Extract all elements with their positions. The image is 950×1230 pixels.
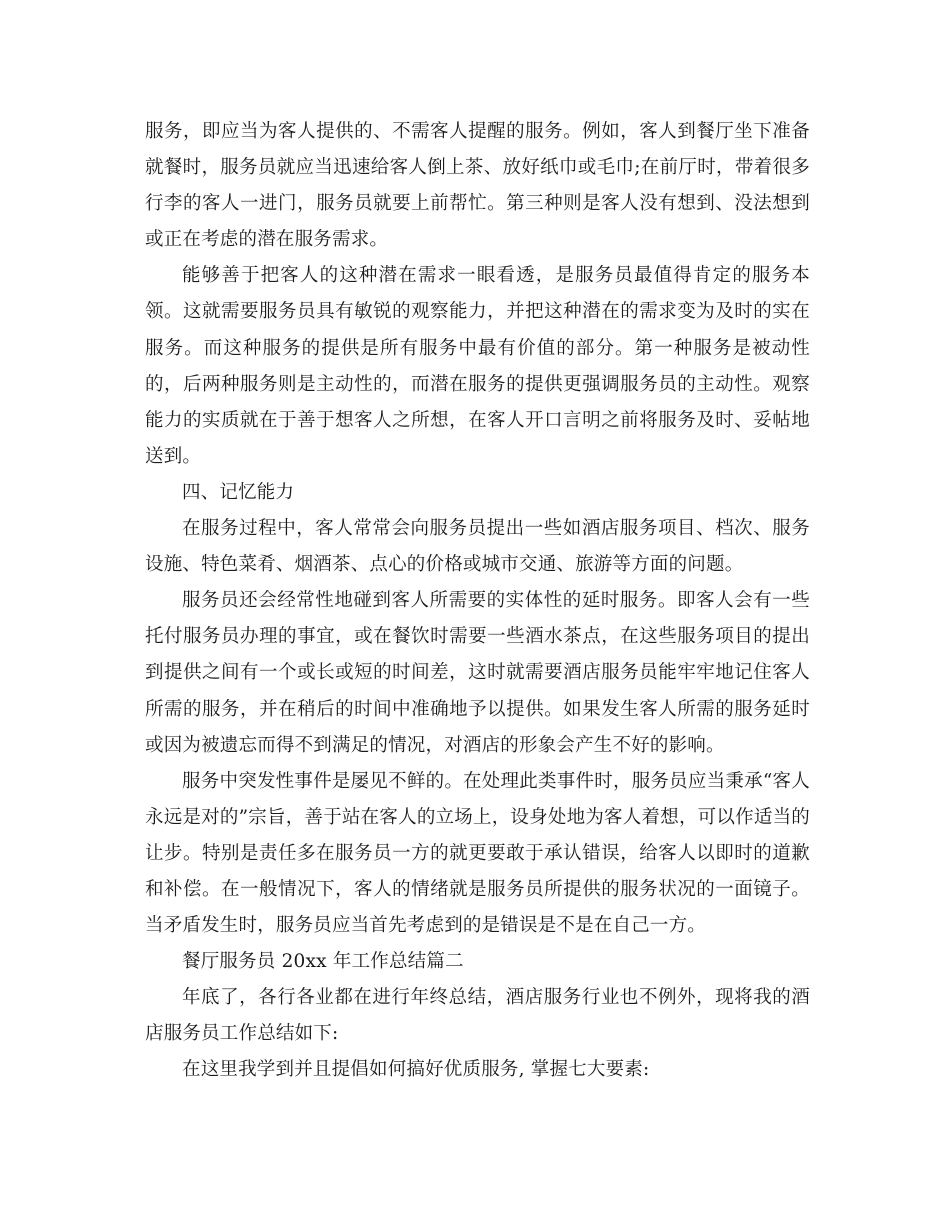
section-heading-memory: 四、记忆能力 (182, 481, 295, 503)
paragraph-5: 服务中突发性事件是屡见不鲜的。在处理此类事件时，服务员应当秉承“客人永远是对的”宗旨，善于站在客人的立场上，设身处地为客人着想，可以作适当的让步。特别是责任多在服务员一方的就更要敢于承认错误，给客人以即时的道歉和补偿。在一般情况下，客人的情绪就是服务员所提供的服务状况的一面镜子。当矛盾发生时，服务员应当首先考虑到的是错误是不是在自己一方。 (145, 770, 810, 937)
paragraph-7: 在这里我学到并且提倡如何搞好优质服务, 掌握七大要素: (182, 1059, 650, 1081)
section-heading-part-two: 餐厅服务员 20xx 年工作总结篇二 (182, 951, 464, 973)
document-body (145, 114, 810, 1089)
paragraph-3: 在服务过程中，客人常常会向服务员提出一些如酒店服务项目、档次、服务设施、特色菜肴、烟酒茶、点心的价格或城市交通、旅游等方面的问题。 (145, 518, 810, 576)
paragraph-4: 服务员还会经常性地碰到客人所需要的实体性的延时服务。即客人会有一些托付服务员办理的事宜，或在餐饮时需要一些酒水茶点，在这些服务项目的提出到提供之间有一个或长或短的时间差，这时就需要酒店服务员能牢牢地记住客人所需的服务，并在稍后的时间中准确地予以提供。如果发生客人所需的服务延时或因为被遗忘而得不到满足的情况，对酒店的形象会产生不好的影响。 (145, 590, 810, 756)
paragraph-1: 服务，即应当为客人提供的、不需客人提醒的服务。例如，客人到餐厅坐下准备就餐时，服务员就应当迅速给客人倒上茶、放好纸巾或毛巾;在前厅时，带着很多行李的客人一进门，服务员就要上前帮忙。第三种则是客人没有想到、没法想到或正在考虑的潜在服务需求。 (145, 121, 810, 251)
paragraph-6: 年底了，各行各业都在进行年终总结，酒店服务行业也不例外，现将我的酒店服务员工作总结如下: (145, 987, 810, 1045)
paragraph-2: 能够善于把客人的这种潜在需求一眼看透，是服务员最值得肯定的服务本领。这就需要服务员具有敏锐的观察能力，并把这种潜在的需求变为及时的实在服务。而这种服务的提供是所有服务中最有价值的部分。第一种服务是被动性的，后两种服务则是主动性的，而潜在服务的提供更强调服务员的主动性。观察能力的实质就在于善于想客人之所想，在客人开口言明之前将服务及时、妥帖地送到。 (145, 265, 810, 467)
